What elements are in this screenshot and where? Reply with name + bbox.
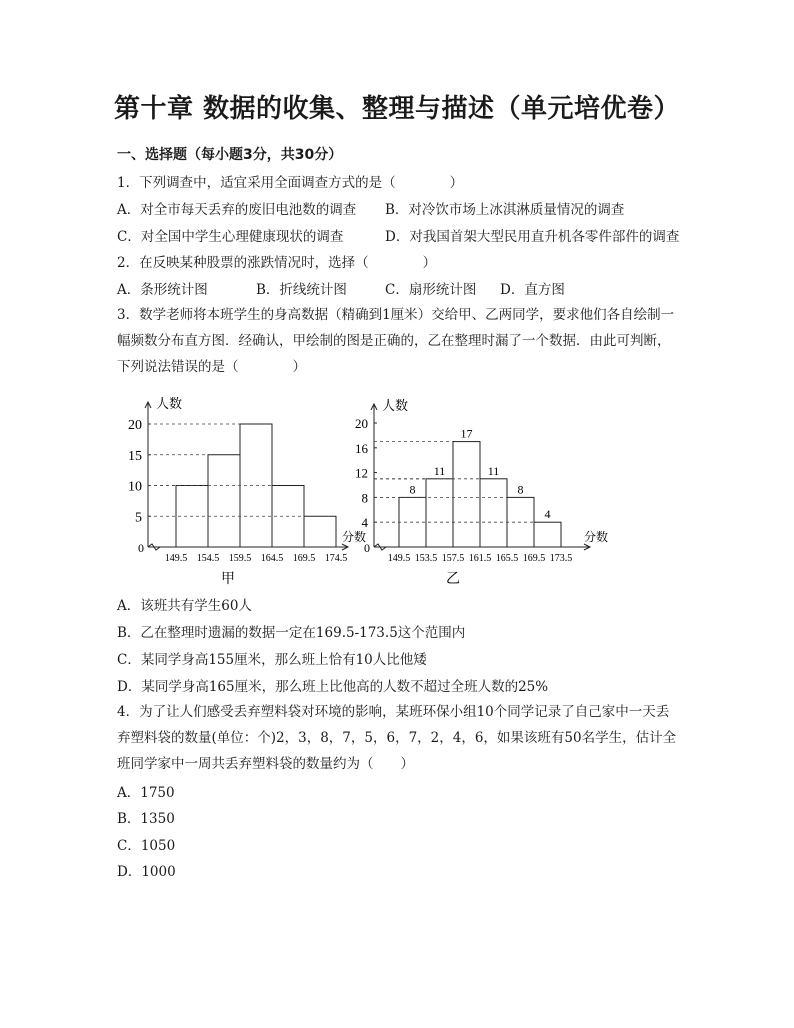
y-axis-label: 人数 bbox=[156, 396, 183, 411]
x-tick-label: 164.5 bbox=[260, 553, 284, 564]
page-title: 第十章 数据的收集、整理与描述（单元培优卷） bbox=[113, 94, 681, 124]
q2-option-b: B．折线统计图 bbox=[256, 282, 347, 298]
x-tick-label: 149.5 bbox=[387, 553, 411, 564]
histogram-yi bbox=[352, 390, 607, 590]
q3-stem: 3．数学老师将本班学生的身高数据（精确到1厘米）交给甲、乙两同学，要求他们各自绘制一幅频数分布直方图．经确认，甲绘制的图是正确的，乙在整理时漏了一个数据．由此可判断，下列说法错误的是（ ） bbox=[117, 307, 675, 375]
bar-data-label: 17 bbox=[460, 426, 473, 441]
q3-option-c: C．某同学身高155厘米，那么班上恰有10人比他矮 bbox=[117, 652, 427, 668]
histogram-caption: 乙 bbox=[446, 572, 460, 587]
histogram-caption: 甲 bbox=[221, 572, 235, 587]
y-tick-label: 20 bbox=[355, 416, 368, 431]
q4-stem: 4．为了让人们感受丢弃塑料袋对环境的影响，某班环保小组10个同学记录了自己家中一天丢弃塑料袋的数量(单位：个)2，3，8，7，5，6，7，2，4，6，如果该班有50名学生，估计全班同学家中一周共丢弃塑料袋的数量约为（ ） bbox=[117, 704, 677, 772]
q2-option-c: C．扇形统计图 bbox=[385, 282, 477, 298]
x-tick-label: 174.5 bbox=[324, 553, 348, 564]
x-tick-label: 154.5 bbox=[196, 553, 220, 564]
q4-option-b: B．1350 bbox=[117, 811, 175, 827]
y-tick-label: 20 bbox=[128, 418, 142, 433]
y-tick-label: 10 bbox=[128, 479, 142, 495]
x-axis-label: 分数 bbox=[342, 530, 367, 544]
bar-data-label: 11 bbox=[433, 463, 446, 478]
bar-data-label: 8 bbox=[517, 482, 524, 497]
q1-option-a: A．对全市每天丢弃的废旧电池数的调查 bbox=[117, 202, 357, 218]
x-tick-label: 173.5 bbox=[549, 553, 573, 564]
x-tick-label: 157.5 bbox=[441, 553, 465, 564]
histogram-bar bbox=[304, 516, 336, 547]
histogram-bar bbox=[426, 479, 453, 547]
q4-option-c: C．1050 bbox=[117, 838, 176, 854]
q2-option-a: A．条形统计图 bbox=[117, 282, 208, 298]
histogram-bar bbox=[534, 522, 561, 547]
x-tick-label: 161.5 bbox=[468, 553, 492, 564]
section-heading: 一、选择题（每小题3分，共30分） bbox=[117, 147, 343, 163]
x-axis-label: 分数 bbox=[584, 530, 609, 544]
x-tick-label: 153.5 bbox=[414, 553, 438, 564]
histogram-bar bbox=[208, 455, 240, 547]
q3-option-a: A．该班共有学生60人 bbox=[117, 598, 252, 614]
bar-data-label: 11 bbox=[487, 463, 500, 478]
q3-option-b: B．乙在整理时遗漏的数据一定在169.5-173.5这个范围内 bbox=[117, 625, 466, 641]
q2-option-d: D．直方图 bbox=[500, 282, 565, 298]
bar-data-label: 8 bbox=[409, 482, 416, 497]
origin-label: 0 bbox=[364, 541, 370, 555]
q4-option-d: D．1000 bbox=[117, 864, 176, 880]
q3-option-d: D．某同学身高165厘米，那么班上比他高的人数不超过全班人数的25% bbox=[117, 679, 549, 695]
y-tick-label: 4 bbox=[361, 515, 368, 531]
y-tick-label: 8 bbox=[361, 490, 368, 506]
q2-stem: 2．在反映某种股票的涨跌情况时，选择（ ） bbox=[117, 255, 437, 271]
y-tick-label: 16 bbox=[355, 440, 368, 456]
bar-data-label: 4 bbox=[544, 507, 551, 522]
x-tick-label: 149.5 bbox=[164, 553, 188, 564]
y-axis-label: 人数 bbox=[382, 398, 409, 413]
q1-stem: 1．下列调查中，适宜采用全面调查方式的是（ ） bbox=[117, 175, 464, 191]
q4-option-a: A．1750 bbox=[117, 785, 175, 801]
histogram-bar bbox=[453, 442, 480, 547]
y-tick-label: 12 bbox=[355, 465, 368, 481]
histogram-bar bbox=[480, 479, 507, 547]
q1-option-b: B．对冷饮市场上冰淇淋质量情况的调查 bbox=[385, 202, 625, 218]
origin-label: 0 bbox=[138, 541, 144, 555]
x-tick-label: 169.5 bbox=[522, 553, 546, 564]
y-tick-label: 5 bbox=[135, 510, 142, 526]
x-tick-label: 159.5 bbox=[228, 553, 252, 564]
y-tick-label: 15 bbox=[128, 448, 142, 464]
q1-option-c: C．对全国中学生心理健康现状的调查 bbox=[117, 229, 344, 245]
x-tick-label: 165.5 bbox=[495, 553, 519, 564]
q1-option-d: D．对我国首架大型民用直升机各零件部件的调查 bbox=[385, 229, 680, 245]
x-tick-label: 169.5 bbox=[292, 553, 316, 564]
